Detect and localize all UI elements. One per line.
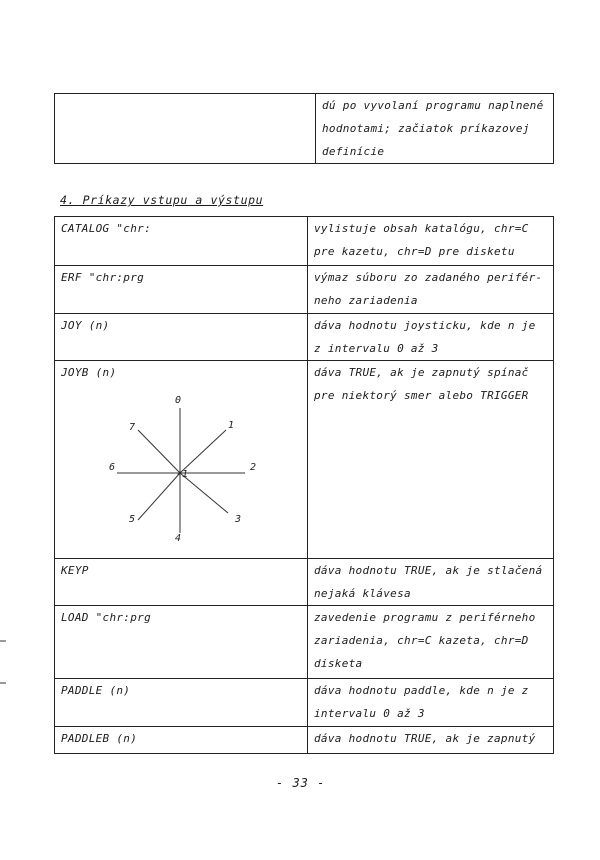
table-row — [55, 266, 554, 314]
description-line: dáva TRUE, ak je zapnutý spínač — [314, 366, 529, 379]
section-heading: 4. Príkazy vstupu a výstupu — [60, 193, 264, 207]
page-number: - 33 - — [276, 776, 326, 790]
center-label: -1 — [176, 469, 189, 480]
command-cell — [55, 679, 308, 727]
table-row — [55, 727, 554, 754]
description-line: dáva hodnotu joysticku, kde n je — [314, 319, 536, 332]
description-line: intervalu 0 až 3 — [314, 707, 425, 720]
direction-label-1: 1 — [228, 420, 235, 431]
table-row — [55, 679, 554, 727]
continuation-table — [54, 93, 554, 164]
command-cell — [55, 606, 308, 679]
description-cell — [308, 361, 554, 559]
description-line: výmaz súboru zo zadaného perifér- — [314, 271, 543, 284]
description-cell — [308, 727, 554, 754]
table-row — [55, 559, 554, 606]
joystick-direction-diagram — [100, 390, 270, 550]
spoke-down-left — [138, 473, 180, 520]
direction-label-5: 5 — [129, 514, 136, 525]
direction-label-0: 0 — [175, 395, 182, 406]
scan-mark — [0, 682, 6, 684]
description-cell — [308, 314, 554, 361]
description-cell — [308, 606, 554, 679]
command-name: PADDLEB (n) — [61, 732, 138, 745]
spoke-up-right — [180, 430, 226, 473]
description-line: hodnotami; začiatok príkazovej — [322, 122, 530, 135]
description-line: vylistuje obsah katalógu, chr=C — [314, 222, 529, 235]
direction-label-6: 6 — [109, 462, 116, 473]
command-name: LOAD "chr:prg — [61, 611, 151, 624]
command-name: ERF "chr:prg — [61, 271, 145, 284]
description-cell — [308, 217, 554, 266]
table-row — [55, 217, 554, 266]
description-line: dú po vyvolaní programu naplnené — [322, 99, 544, 112]
command-name: CATALOG "chr: — [61, 222, 151, 235]
description-line: neho zariadenia — [314, 294, 418, 307]
description-line: dáva hodnotu TRUE, ak je stlačená — [314, 564, 543, 577]
description-line: pre niektorý smer alebo TRIGGER — [314, 389, 529, 402]
command-cell — [55, 266, 308, 314]
description-line: definície — [322, 145, 385, 158]
table-row — [55, 94, 554, 164]
spoke-up-left — [138, 430, 180, 473]
description-line: disketa — [314, 657, 363, 670]
description-cell — [308, 266, 554, 314]
description-line: zariadenia, chr=C kazeta, chr=D — [314, 634, 529, 647]
direction-label-2: 2 — [250, 462, 257, 473]
command-cell — [55, 559, 308, 606]
description-cell — [308, 679, 554, 727]
command-name: PADDLE (n) — [61, 684, 131, 697]
direction-label-3: 3 — [235, 514, 242, 525]
description-line: nejaká klávesa — [314, 587, 411, 600]
command-name: JOYB (n) — [61, 366, 117, 379]
command-name: JOY (n) — [61, 319, 110, 332]
description-line: z intervalu 0 až 3 — [314, 342, 439, 355]
description-line: dáva hodnotu paddle, kde n je z — [314, 684, 529, 697]
table-row — [55, 606, 554, 679]
description-line: dáva hodnotu TRUE, ak je zapnutý — [314, 732, 536, 745]
description-line: pre kazetu, chr=D pre disketu — [314, 245, 515, 258]
command-cell — [55, 314, 308, 361]
command-cell — [55, 217, 308, 266]
scan-mark — [0, 640, 6, 642]
description-cell — [316, 94, 554, 164]
empty-cell — [55, 94, 316, 164]
direction-label-7: 7 — [129, 422, 136, 433]
direction-label-4: 4 — [175, 533, 182, 544]
command-name: KEYP — [61, 564, 89, 577]
description-cell — [308, 559, 554, 606]
description-line: zavedenie programu z periférneho — [314, 611, 536, 624]
command-cell — [55, 727, 308, 754]
table-row — [55, 314, 554, 361]
